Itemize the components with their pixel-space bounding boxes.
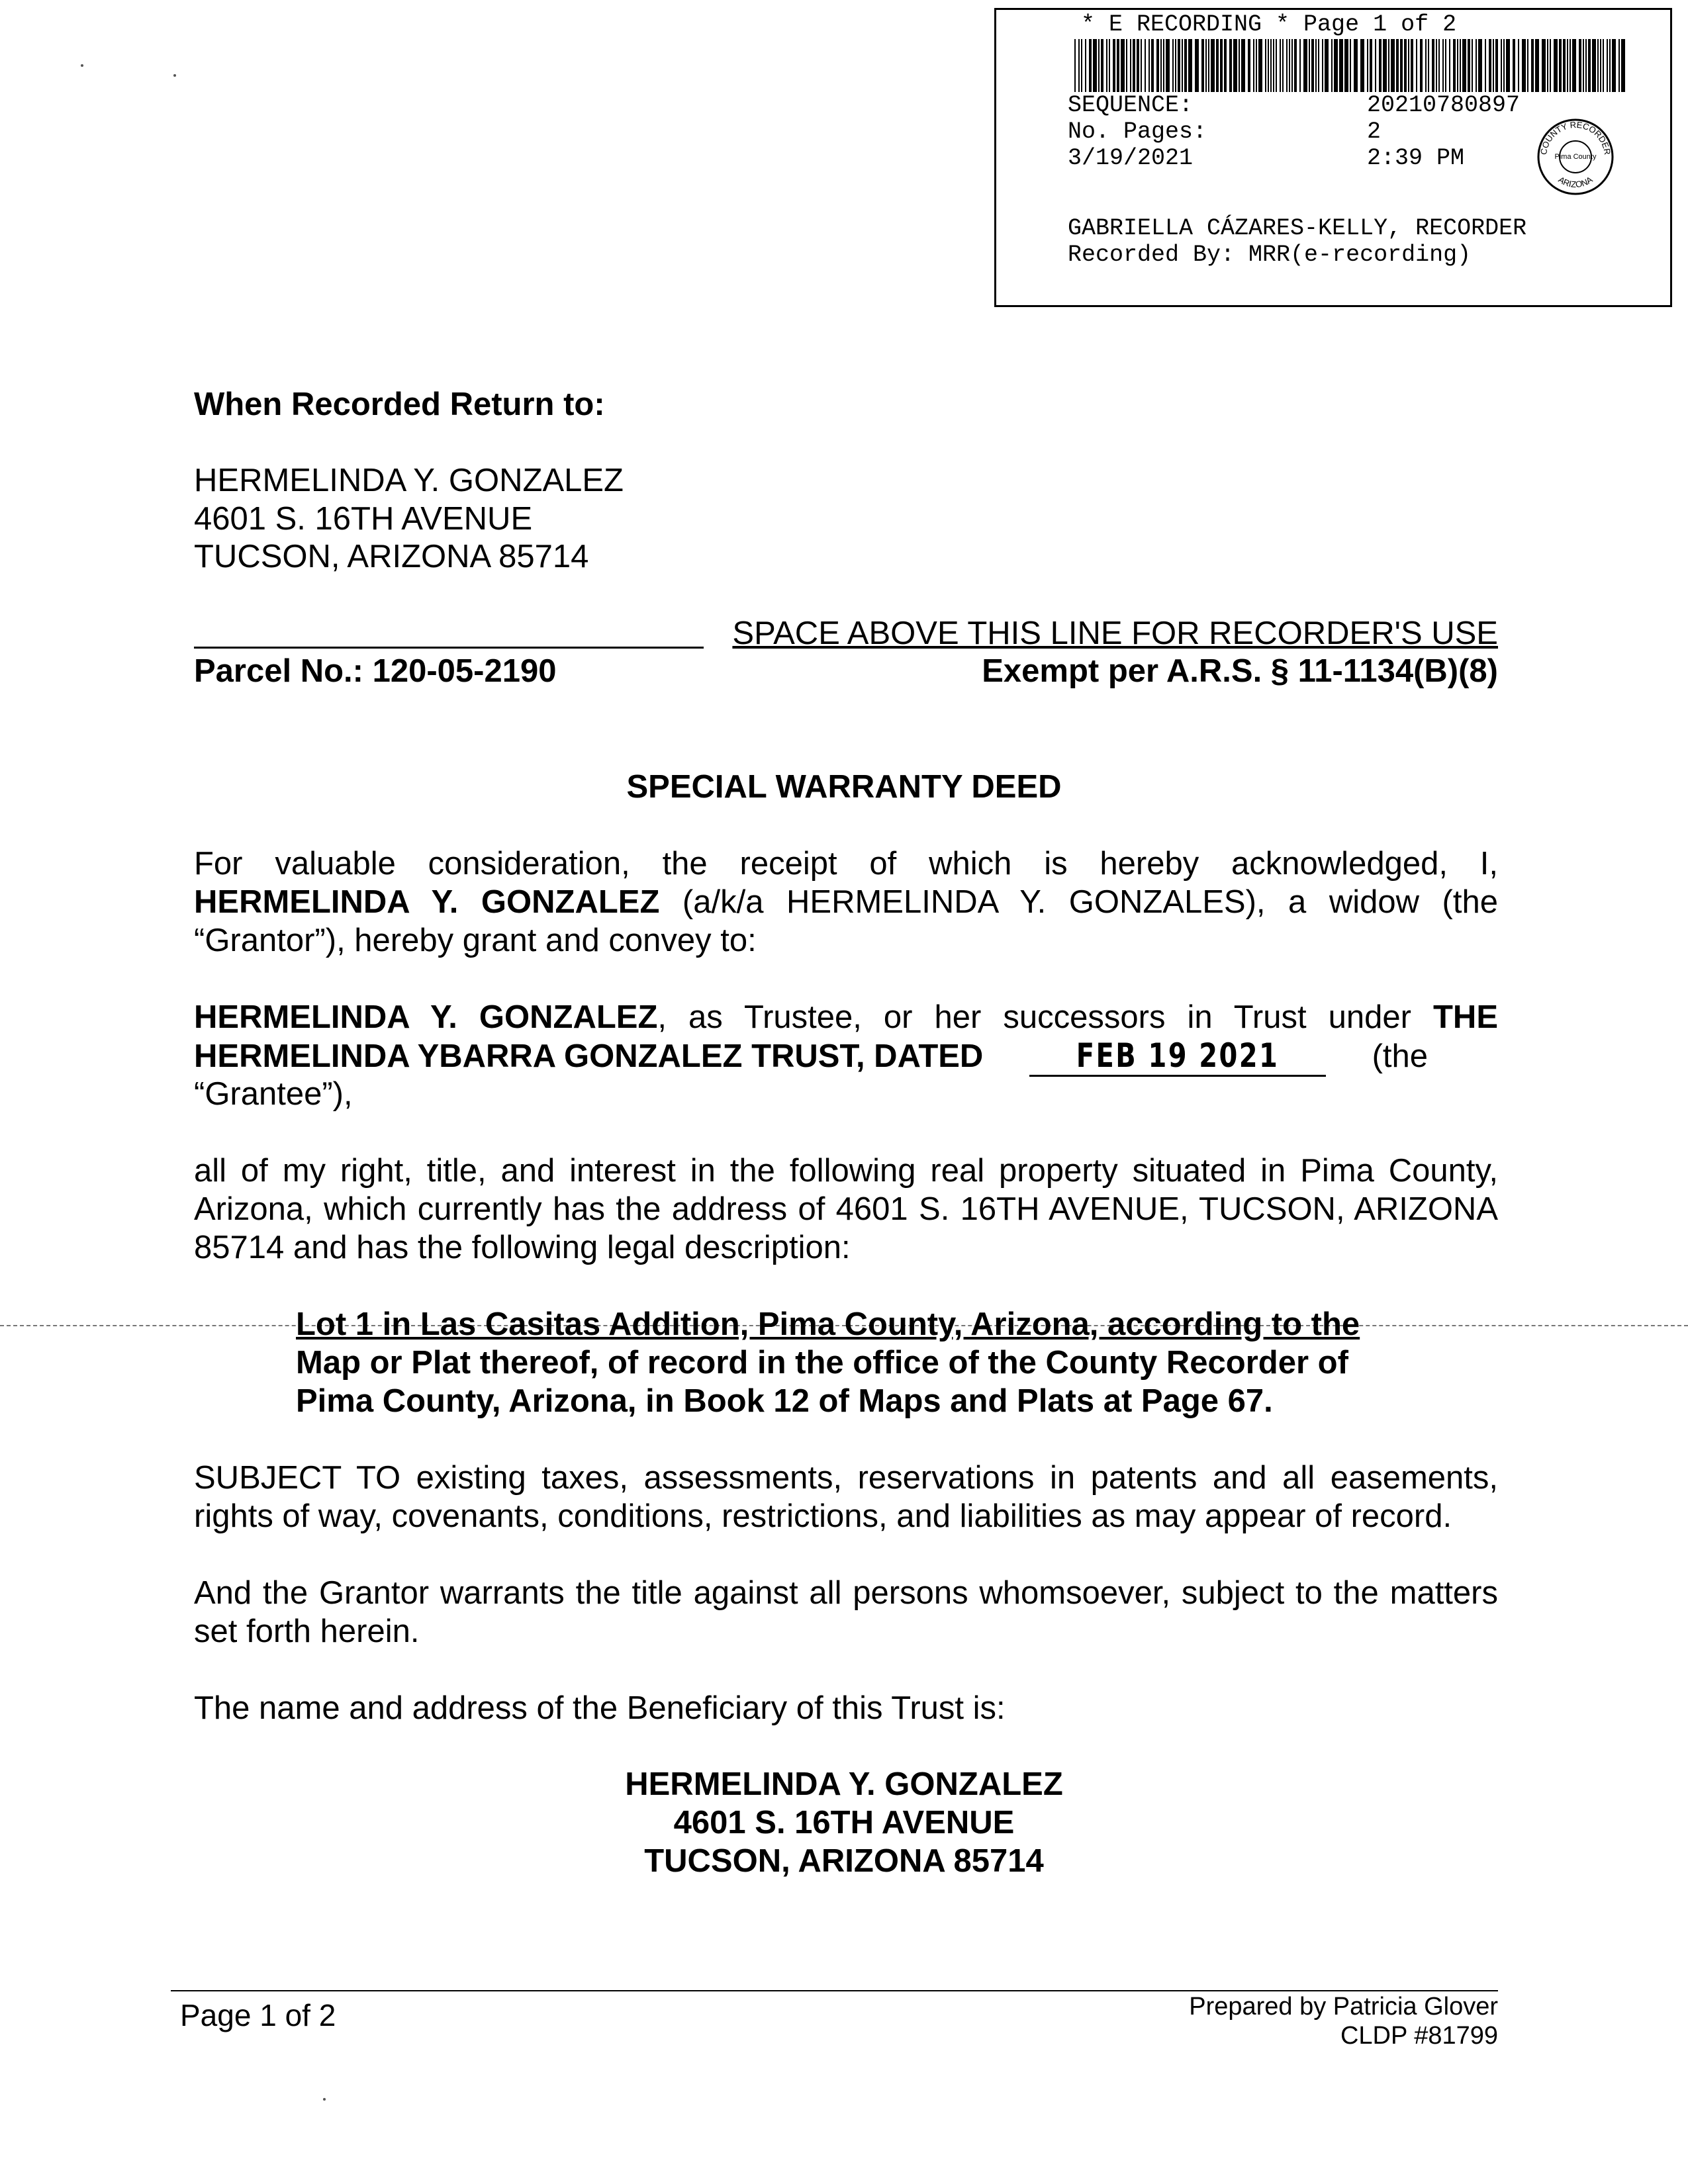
barcode-bar — [1489, 39, 1491, 92]
barcode-bar — [1513, 39, 1515, 92]
beneficiary-intro: The name and address of the Beneficiary of this Trust is: — [194, 1690, 1006, 1726]
barcode-bar — [1583, 39, 1584, 92]
barcode-bar — [1600, 39, 1601, 92]
recording-stamp — [994, 8, 1672, 307]
barcode-bar — [1506, 39, 1510, 92]
barcode-bar — [1248, 39, 1250, 92]
grantor-name: HERMELINDA Y. GONZALEZ — [194, 884, 660, 920]
barcode-bar — [1518, 39, 1519, 92]
barcode-bar — [1408, 39, 1409, 92]
recorded-by: Recorded By: MRR(e-recording) — [1068, 242, 1472, 268]
barcode-bar — [1572, 39, 1576, 92]
barcode-bar — [1567, 39, 1568, 92]
barcode-bar — [1495, 39, 1498, 92]
svg-text:ARIZONA — [1556, 174, 1594, 189]
barcode-bar — [1211, 39, 1215, 92]
barcode-bar — [1445, 39, 1446, 92]
pages-label: No. Pages: — [1068, 118, 1207, 145]
barcode-bar — [1299, 39, 1301, 92]
barcode-bar — [1291, 39, 1293, 92]
barcode-bar — [1404, 39, 1407, 92]
barcode-bar — [1205, 39, 1207, 92]
barcode-bar — [1442, 39, 1444, 92]
legal-line2: Map or Plat thereof, of record in the office of the County Recorder of — [296, 1345, 1348, 1381]
barcode-bar — [1178, 39, 1180, 92]
return-to-heading: When Recorded Return to: — [194, 387, 605, 422]
barcode-bar — [1303, 39, 1307, 92]
trust-name: HERMELINDA YBARRA GONZALEZ TRUST, DATED — [194, 1038, 984, 1074]
exempt-statute: Exempt per A.R.S. § 11-1134(B)(8) — [982, 653, 1498, 689]
recorder-space-line — [194, 647, 704, 649]
barcode-bar — [1133, 39, 1135, 92]
grantee-name: HERMELINDA Y. GONZALEZ — [194, 999, 658, 1035]
barcode-bar — [1208, 39, 1209, 92]
barcode-bar — [1391, 39, 1395, 92]
barcode-bar — [1201, 39, 1204, 92]
barcode-bar — [1457, 39, 1458, 92]
barcode-bar — [1182, 39, 1183, 92]
recorder-name: GABRIELLA CÁZARES-KELLY, RECORDER — [1068, 215, 1527, 242]
barcode-bar — [1432, 39, 1434, 92]
barcode-bar — [1570, 39, 1571, 92]
barcode-bar — [1137, 39, 1139, 92]
barcode-bar — [1273, 39, 1274, 92]
pages-value: 2 — [1367, 118, 1382, 145]
barcode-bar — [1126, 39, 1127, 92]
barcode-bar — [1309, 39, 1310, 92]
para1-line2 — [194, 883, 1498, 921]
para2-line1-end: THE — [1433, 999, 1498, 1035]
para2-line2 — [194, 1036, 1498, 1077]
barcode-bar — [1233, 39, 1237, 92]
barcode-bar — [1612, 39, 1616, 92]
barcode-bar — [1420, 39, 1423, 92]
document-title: SPECIAL WARRANTY DEED — [626, 769, 1062, 805]
barcode-bar — [1350, 39, 1351, 92]
barcode-bar — [1522, 39, 1526, 92]
barcode-bar — [1592, 39, 1596, 92]
para3-line2: Arizona, which currently has the address of 4601 S. 16TH AVENUE, TUCSON, ARIZONA — [194, 1191, 1498, 1227]
barcode-bar — [1428, 39, 1429, 92]
barcode-bar — [1597, 39, 1599, 92]
beneficiary-city: TUCSON, ARIZONA 85714 — [644, 1843, 1044, 1879]
barcode-bar — [1184, 39, 1187, 92]
barcode-bar — [1113, 39, 1115, 92]
barcode — [1074, 39, 1625, 92]
barcode-bar — [1563, 39, 1566, 92]
barcode-bar — [1239, 39, 1240, 92]
barcode-bar — [1400, 39, 1403, 92]
footer-cldp: CLDP #81799 — [1340, 2022, 1498, 2050]
barcode-bar — [1117, 39, 1119, 92]
barcode-bar — [1151, 39, 1154, 92]
barcode-bar — [1425, 39, 1427, 92]
barcode-bar — [1476, 39, 1477, 92]
barcode-bar — [1527, 39, 1528, 92]
barcode-bar — [1130, 39, 1131, 92]
barcode-bar — [1093, 39, 1097, 92]
barcode-bar — [1331, 39, 1333, 92]
svg-text:COUNTY RECORDER — [1538, 120, 1613, 156]
scan-mark — [173, 74, 176, 77]
barcode-bar — [1542, 39, 1546, 92]
barcode-bar — [1109, 39, 1110, 92]
barcode-bar — [1175, 39, 1176, 92]
barcode-bar — [1339, 39, 1343, 92]
footer-prepared-by: Prepared by Patricia Glover — [1189, 1993, 1498, 2021]
barcode-bar — [1220, 39, 1223, 92]
barcode-bar — [1163, 39, 1164, 92]
para5-line1: And the Grantor warrants the title against all persons whomsoever, subject to the matters — [194, 1575, 1498, 1611]
barcode-bar — [1258, 39, 1262, 92]
barcode-bar — [1085, 39, 1086, 92]
seal-top-text: COUNTY RECORDER — [1538, 119, 1613, 156]
barcode-bar — [1282, 39, 1284, 92]
recording-date: 3/19/2021 — [1068, 145, 1194, 171]
barcode-bar — [1121, 39, 1125, 92]
barcode-bar — [1166, 39, 1170, 92]
barcode-bar — [1579, 39, 1581, 92]
barcode-bar — [1370, 39, 1372, 92]
barcode-bar — [1188, 39, 1192, 92]
sequence-value: 20210780897 — [1367, 92, 1521, 118]
para4-line1: SUBJECT TO existing taxes, assessments, reservations in patents and all easements, — [194, 1460, 1498, 1496]
legal-line3: Pima County, Arizona, in Book 12 of Maps and Plats at Page 67. — [296, 1383, 1273, 1419]
barcode-bar — [1396, 39, 1399, 92]
barcode-bar — [1265, 39, 1266, 92]
barcode-bar — [1472, 39, 1473, 92]
barcode-bar — [1156, 39, 1159, 92]
barcode-bar — [1468, 39, 1470, 92]
barcode-bar — [1256, 39, 1257, 92]
barcode-bar — [1160, 39, 1162, 92]
barcode-bar — [1379, 39, 1382, 92]
barcode-bar — [1344, 39, 1348, 92]
barcode-bar — [1241, 39, 1245, 92]
county-seal — [1536, 117, 1615, 197]
barcode-bar — [1354, 39, 1358, 92]
barcode-bar — [1609, 39, 1611, 92]
barcode-bar — [1325, 39, 1329, 92]
barcode-bar — [1195, 39, 1199, 92]
barcode-bar — [1503, 39, 1505, 92]
barcode-bar — [1270, 39, 1272, 92]
scan-mark — [81, 64, 83, 67]
barcode-bar — [1438, 39, 1440, 92]
barcode-bar — [1276, 39, 1277, 92]
barcode-bar — [1322, 39, 1323, 92]
recorder-space-note: SPACE ABOVE THIS LINE FOR RECORDER'S USE — [732, 615, 1498, 651]
barcode-bar — [1074, 39, 1076, 92]
barcode-bar — [1436, 39, 1437, 92]
beneficiary-name: HERMELINDA Y. GONZALEZ — [625, 1766, 1063, 1802]
barcode-bar — [1141, 39, 1142, 92]
barcode-bar — [1449, 39, 1450, 92]
barcode-bar — [1101, 39, 1103, 92]
barcode-bar — [1554, 39, 1558, 92]
barcode-bar — [1224, 39, 1227, 92]
barcode-bar — [1547, 39, 1548, 92]
barcode-bar — [1485, 39, 1486, 92]
barcode-bar — [1493, 39, 1494, 92]
barcode-bar — [1229, 39, 1232, 92]
barcode-bar — [1318, 39, 1319, 92]
para4-line2: rights of way, covenants, conditions, restrictions, and liabilities as may appear of record. — [194, 1498, 1452, 1534]
seal-bottom-text: ARIZONA — [1556, 174, 1595, 190]
barcode-bar — [1559, 39, 1562, 92]
barcode-bar — [1621, 39, 1625, 92]
barcode-bar — [1388, 39, 1389, 92]
para1-line3: “Grantor”), hereby grant and convey to: — [194, 923, 757, 958]
barcode-bar — [1280, 39, 1281, 92]
barcode-bar — [1286, 39, 1288, 92]
barcode-bar — [1268, 39, 1269, 92]
barcode-bar — [1172, 39, 1174, 92]
beneficiary-street: 4601 S. 16TH AVENUE — [673, 1805, 1015, 1841]
barcode-bar — [1253, 39, 1254, 92]
barcode-bar — [1462, 39, 1466, 92]
barcode-bar — [1618, 39, 1620, 92]
barcode-bar — [1294, 39, 1297, 92]
para2-line3: “Grantee”), — [194, 1076, 353, 1112]
return-to-name: HERMELINDA Y. GONZALEZ — [194, 463, 624, 498]
barcode-bar — [1478, 39, 1482, 92]
barcode-bar — [1535, 39, 1539, 92]
stamp-header: * E RECORDING * Page 1 of 2 — [1081, 11, 1457, 38]
barcode-bar — [1334, 39, 1338, 92]
footer-page-number: Page 1 of 2 — [180, 1998, 336, 2032]
barcode-bar — [1106, 39, 1107, 92]
parcel-number: Parcel No.: 120-05-2190 — [194, 653, 557, 689]
barcode-bar — [1315, 39, 1317, 92]
para1-line1: For valuable consideration, the receipt of which is hereby acknowledged, I, — [194, 846, 1498, 882]
para1-line2-rest: (a/k/a HERMELINDA Y. GONZALES), a widow (the — [659, 884, 1498, 920]
para2-line1-mid: , as Trustee, or her successors in Trust under — [657, 999, 1433, 1035]
barcode-bar — [1098, 39, 1100, 92]
barcode-bar — [1416, 39, 1417, 92]
barcode-bar — [1375, 39, 1376, 92]
barcode-bar — [1588, 39, 1591, 92]
barcode-bar — [1367, 39, 1368, 92]
footer-rule — [171, 1990, 1498, 1991]
seal-center-text: Pima County — [1554, 153, 1597, 161]
barcode-bar — [1383, 39, 1387, 92]
barcode-bar — [1607, 39, 1608, 92]
recording-time: 2:39 PM — [1367, 145, 1465, 171]
barcode-bar — [1550, 39, 1551, 92]
barcode-bar — [1603, 39, 1604, 92]
barcode-bar — [1585, 39, 1587, 92]
return-to-street: 4601 S. 16TH AVENUE — [194, 501, 533, 537]
barcode-bar — [1531, 39, 1534, 92]
para5-line2: set forth herein. — [194, 1614, 420, 1649]
barcode-bar — [1289, 39, 1290, 92]
para3-line1: all of my right, title, and interest in the following real property situated in Pima County, — [194, 1153, 1498, 1189]
para2-line1 — [194, 998, 1498, 1036]
barcode-bar — [1149, 39, 1150, 92]
barcode-bar — [1501, 39, 1502, 92]
para3-line3: 85714 and has the following legal description: — [194, 1230, 851, 1265]
barcode-bar — [1453, 39, 1456, 92]
para2-line2-end: (the — [1372, 1038, 1429, 1074]
sequence-label: SEQUENCE: — [1068, 92, 1194, 118]
legal-line1-text: Lot 1 in Las Casitas Addition, Pima County, Arizona, according to the — [296, 1306, 1360, 1342]
barcode-bar — [1089, 39, 1092, 92]
barcode-bar — [1216, 39, 1219, 92]
barcode-bar — [1078, 39, 1080, 92]
barcode-bar — [1145, 39, 1146, 92]
barcode-bar — [1411, 39, 1413, 92]
scan-mark — [323, 2098, 326, 2101]
barcode-bar — [1460, 39, 1461, 92]
return-to-city: TUCSON, ARIZONA 85714 — [194, 539, 589, 574]
barcode-bar — [1360, 39, 1364, 92]
barcode-bar — [1311, 39, 1314, 92]
trust-date-stamp: FEB 19 2021 — [1029, 1036, 1326, 1077]
barcode-bar — [1081, 39, 1082, 92]
legal-line1 — [296, 1305, 1401, 1343]
